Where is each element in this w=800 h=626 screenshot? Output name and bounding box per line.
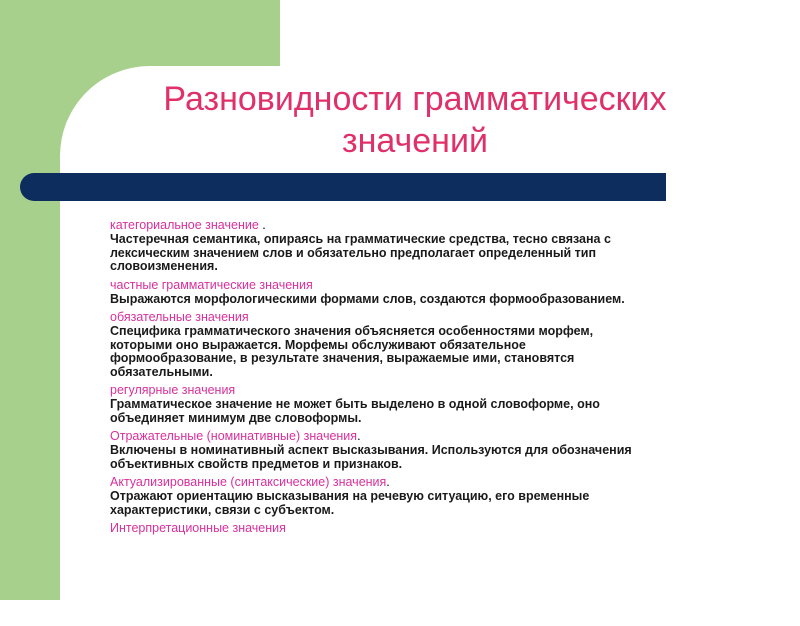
section-text: Специфика грамматического значения объясняется особенностями морфем, которыми оно выражается. Морфемы обслуживают обязательное формообразование, в результате значения, выражаемые ими, становятся обязательными. [110,324,594,379]
section-heading: частные грамматические значения [110,277,313,292]
section-heading: обязательные значения [110,310,249,324]
section-text: Включены в номинативный аспект высказывания. Используются для обозначения объективных свойств предметов и признаков. [110,443,632,471]
section-heading: Актуализированные (синтаксические) значения. [110,475,390,489]
title-underline-bar [20,173,666,201]
section-text: Грамматическое значение не может быть выделено в одной словоформе, оно объединяет минимум две словоформы. [110,397,600,425]
slide-title-line-1: Разновидности грамматических [163,80,667,118]
slide-body [100,217,780,536]
section-heading: Интерпретационные значения [110,521,286,535]
slide-title-line-2: значений [342,122,488,160]
section-text: Частеречная семантика, опираясь на грамматические средства, тесно связана с лексическим значением слов и обязательно предполагает определенный тип словоизменения. [110,232,611,273]
section-heading: регулярные значения [110,383,236,397]
section-text: Выражаются морфологическими формами слов, создаются формообразованием. [110,291,625,306]
section-text: Отражают ориентацию высказывания на речевую ситуацию, его временные характеристики, связи с субъектом. [110,489,590,517]
section-heading: Отражательные (номинативные) значения. [110,429,361,443]
section-heading: категориальное значение . [110,218,266,232]
slide-title [95,78,735,162]
